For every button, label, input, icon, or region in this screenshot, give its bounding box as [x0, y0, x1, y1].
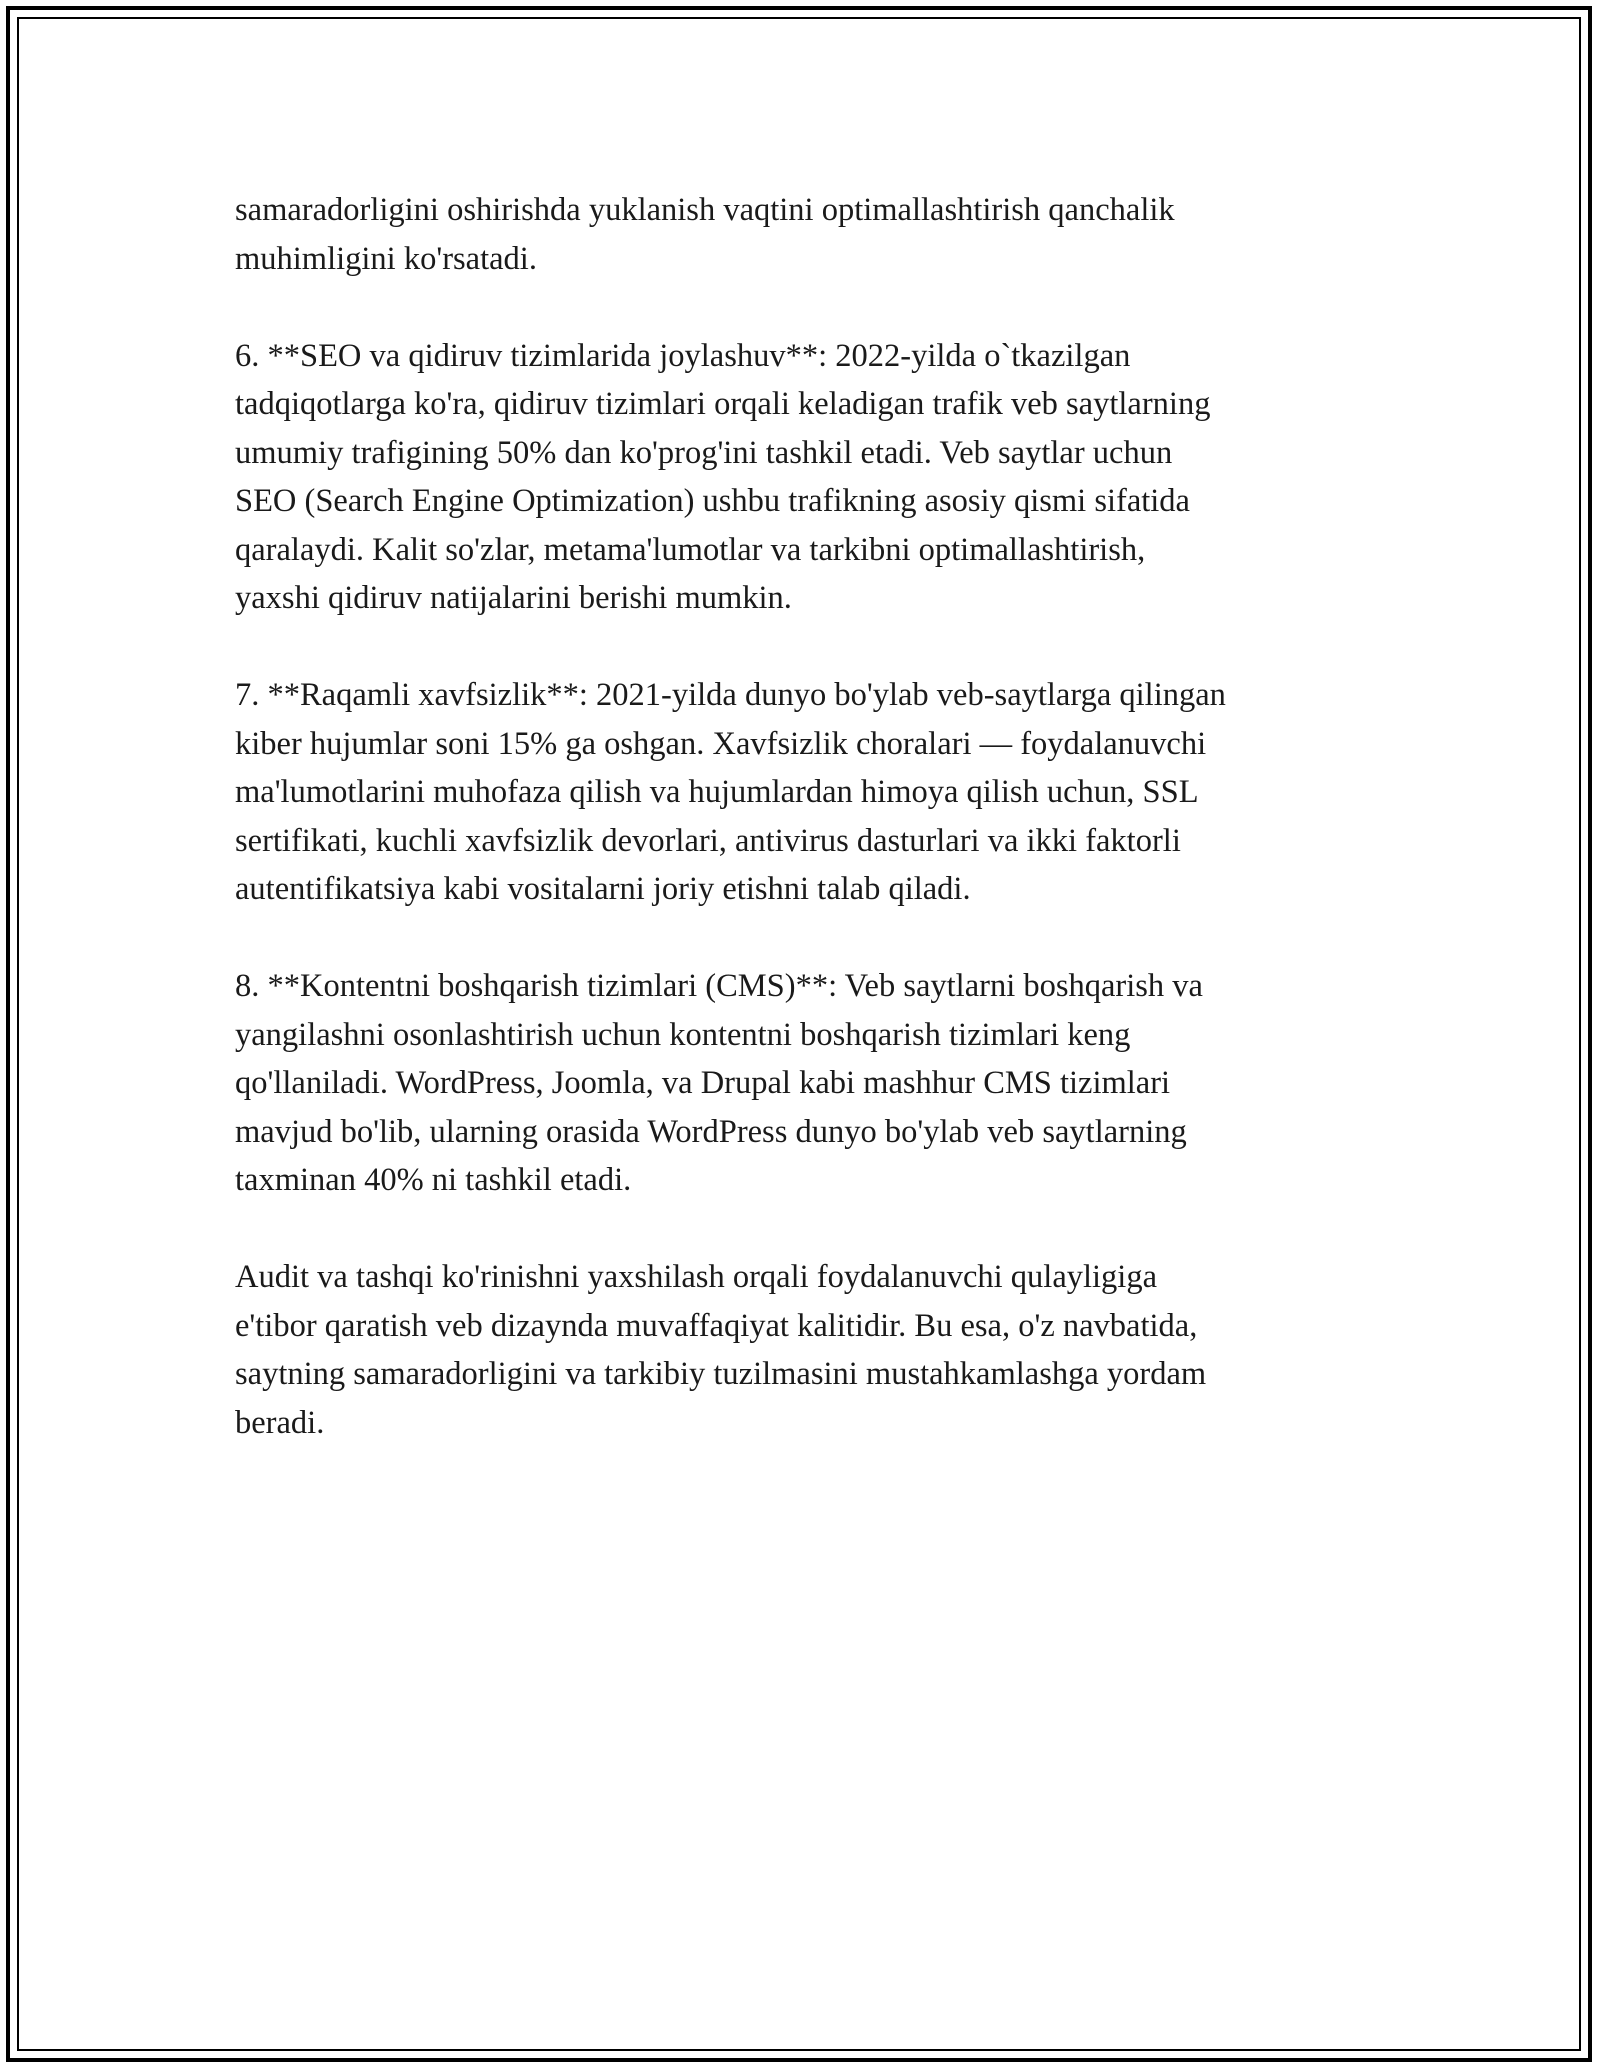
text-line: 8. **Kontentni boshqarish tizimlari (CMS)**: Veb saytlarni boshqarish va — [235, 968, 1203, 1004]
text-line: yaxshi qidiruv natijalarini berishi mumkin. — [235, 580, 792, 616]
paragraph-item-7-security — [235, 671, 1365, 914]
paragraph-conclusion — [235, 1253, 1365, 1447]
text-line: e'tibor qaratish veb dizaynda muvaffaqiyat kalitidir. Bu esa, o'z navbatida, — [235, 1307, 1198, 1344]
text-line: saytning samaradorligini va tarkibiy tuzilmasini mustahkamlashga yordam — [235, 1356, 1207, 1392]
text-line: mavjud bo'lib, ularning orasida WordPress dunyo bo'ylab veb saytlarning — [235, 1113, 1187, 1150]
text-line: ma'lumotlarini muhofaza qilish va hujumlardan himoya qilish uchun, SSL — [235, 774, 1199, 810]
text-line: qaralaydi. Kalit so'zlar, metama'lumotlar va tarkibni optimallashtirish, — [235, 531, 1146, 568]
text-line: samaradorligini oshirishda yuklanish vaqtini optimallashtirish qanchalik — [235, 192, 1175, 228]
text-line: tadqiqotlarga ko'ra, qidiruv tizimlari orqali keladigan trafik veb saytlarning — [235, 386, 1211, 422]
text-line: qo'llaniladi. WordPress, Joomla, va Drupal kabi mashhur CMS tizimlari — [235, 1065, 1171, 1101]
text-line: taxminan 40% ni tashkil etadi. — [235, 1162, 632, 1198]
text-line: yangilashni osonlashtirish uchun kontentni boshqarish tizimlari keng — [235, 1016, 1131, 1053]
text-line: muhimligini ko'rsatadi. — [235, 240, 537, 277]
text-line: umumiy trafigining 50% dan ko'prog'ini tashkil etadi. Veb saytlar uchun — [235, 434, 1173, 471]
text-line: 7. **Raqamli xavfsizlik**: 2021-yilda dunyo bo'ylab veb-saytlarga qilingan — [235, 677, 1226, 713]
paragraph-item-6-seo — [235, 332, 1365, 623]
paragraph-item-8-cms — [235, 962, 1365, 1205]
text-line: kiber hujumlar soni 15% ga oshgan. Xavfsizlik choralari — foydalanuvchi — [235, 725, 1207, 762]
text-line: beradi. — [235, 1404, 325, 1441]
text-line: sertifikati, kuchli xavfsizlik devorlari, antivirus dasturlari va ikki faktorli — [235, 822, 1181, 859]
document-body — [235, 186, 1365, 1496]
text-line: Audit va tashqi ko'rinishni yaxshilash orqali foydalanuvchi qulayligiga — [235, 1259, 1158, 1295]
text-line: 6. **SEO va qidiruv tizimlarida joylashuv**: 2022-yilda o`tkazilgan — [235, 337, 1131, 374]
text-line: SEO (Search Engine Optimization) ushbu trafikning asosiy qismi sifatida — [235, 483, 1190, 519]
paragraph-continuation — [235, 186, 1365, 283]
text-line: autentifikatsiya kabi vositalarni joriy etishni talab qiladi. — [235, 871, 971, 907]
